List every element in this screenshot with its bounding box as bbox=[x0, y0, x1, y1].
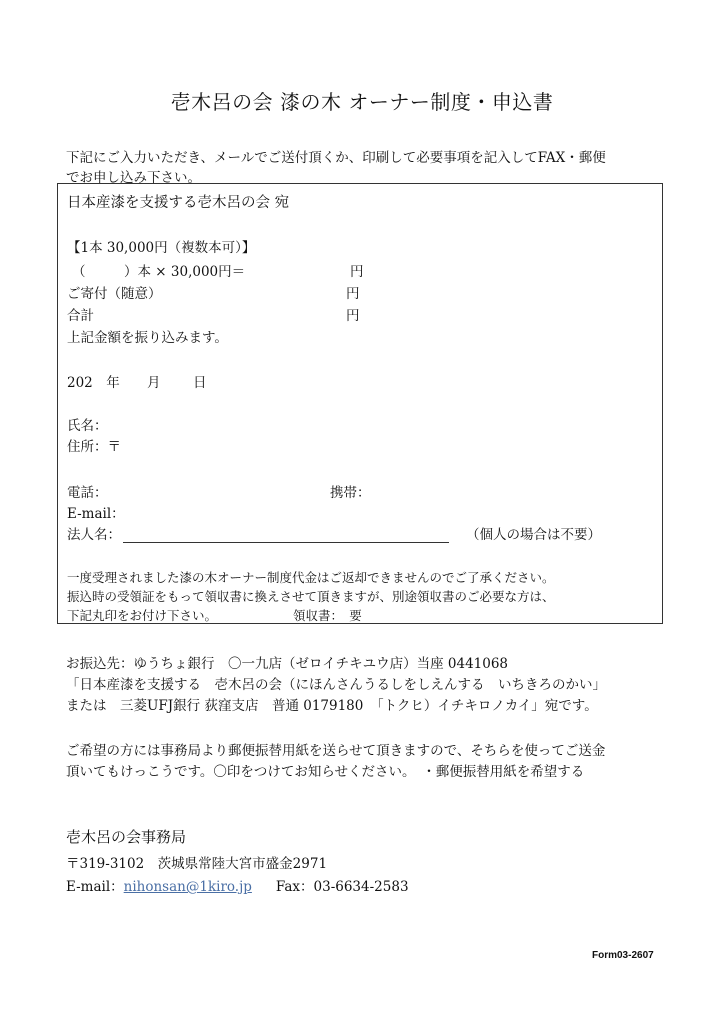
intro-line-2: でお申し込み下さい。 bbox=[66, 170, 201, 186]
postal-line-1: ご希望の方には事務局より郵便振替用紙を送らせて頂きますので、そちらを使ってご送金 bbox=[66, 743, 606, 759]
donation-yen: 円 bbox=[346, 286, 360, 302]
office-name: 壱木呂の会事務局 bbox=[66, 828, 187, 846]
postal-line-2: 頂いてもけっこうです。〇印をつけてお知らせください。 ・郵便振替用紙を希望する bbox=[66, 764, 585, 780]
quantity-yen: 円 bbox=[350, 264, 364, 280]
form-code: Form03-2607 bbox=[592, 950, 654, 961]
office-email-label: E-mail： bbox=[66, 879, 124, 895]
notice-line-2: 振込時の受領証をもって領収書に換えさせて頂きますが、別途領収書のご必要な方は、 bbox=[67, 589, 555, 604]
mobile-label: 携帯： bbox=[330, 485, 371, 501]
email-label: E-mail： bbox=[67, 506, 125, 522]
payment-line-1: お振込先：ゆうちょ銀行 〇一九店（ゼロイチキユウ店）当座 0441068 bbox=[66, 656, 509, 672]
confirm-text: 上記金額を振り込みます。 bbox=[67, 330, 228, 346]
notice-line-1: 一度受理されました漆の木オーナー制度代金はご返却できませんのでご了承ください。 bbox=[67, 570, 555, 585]
quantity-formula: ）本 × 30,000円＝ bbox=[124, 264, 246, 280]
price-label: 【1本 30,000円（複数本可）】 bbox=[67, 240, 256, 256]
addressee: 日本産漆を支援する壱木呂の会 宛 bbox=[67, 195, 290, 211]
corp-row bbox=[67, 523, 449, 543]
corp-note: （個人の場合は不要） bbox=[466, 527, 601, 543]
quantity-open-paren: （ bbox=[72, 264, 86, 280]
date-year: 202 年 bbox=[67, 375, 120, 391]
payment-line-3: または 三菱UFJ銀行 荻窪支店 普通 0179180 「トクヒ）イチキロノカイ」宛です。 bbox=[66, 698, 598, 714]
date-day: 日 bbox=[193, 375, 207, 391]
phone-label: 電話： bbox=[67, 485, 108, 501]
corp-label: 法人名： bbox=[67, 527, 121, 543]
address-label: 住所：〒 bbox=[67, 439, 121, 455]
office-address: 〒319-3102 茨城県常陸大宮市盛金2971 bbox=[66, 856, 328, 872]
total-label: 合計 bbox=[67, 308, 94, 324]
office-contact bbox=[66, 875, 409, 895]
page-title: 壱木呂の会 漆の木 オーナー制度・申込書 bbox=[170, 90, 554, 114]
name-label: 氏名： bbox=[67, 418, 108, 434]
total-yen: 円 bbox=[346, 308, 360, 324]
corp-name-line[interactable] bbox=[123, 528, 449, 543]
office-email-link[interactable]: nihonsan@1kiro.jp bbox=[123, 879, 252, 895]
payment-line-2: 「日本産漆を支援する 壱木呂の会（にほんさんうるしをしえんする いちきろのかい」 bbox=[66, 677, 606, 693]
intro-line-1: 下記にご入力いただき、メールでご送付頂くか、印刷して必要事項を記入してFAX・郵便 bbox=[66, 150, 606, 166]
receipt-request: 領収書： 要 bbox=[293, 608, 362, 623]
application-form-box bbox=[57, 183, 663, 624]
date-month: 月 bbox=[147, 375, 161, 391]
donation-label: ご寄付（随意） bbox=[67, 286, 162, 302]
notice-line-3: 下記丸印をお付け下さい。 bbox=[67, 608, 218, 623]
office-fax: Fax：03-6634-2583 bbox=[275, 879, 409, 895]
